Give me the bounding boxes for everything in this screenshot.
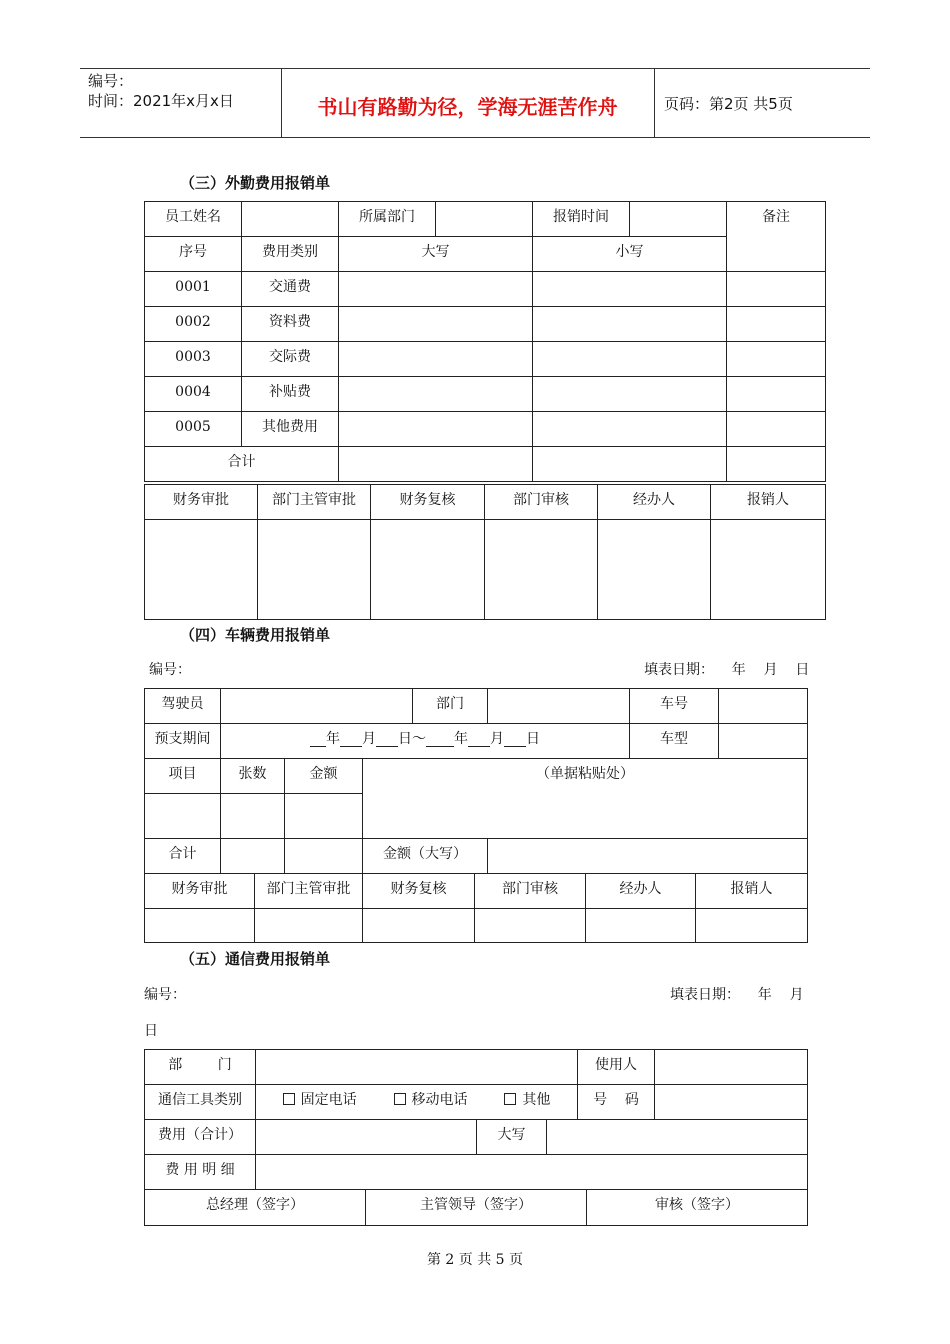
type-cell: 其他费用 — [242, 412, 339, 447]
vehicle-total-label: 合计 — [145, 839, 221, 874]
item-field[interactable] — [145, 794, 221, 839]
total-upper-field[interactable] — [339, 447, 533, 482]
phone-number-label: 号 码 — [578, 1085, 655, 1120]
lower-amount-field[interactable] — [533, 412, 727, 447]
amount-header: 金额 — [285, 759, 363, 794]
approval-label: 报销人 — [711, 485, 826, 520]
lower-amount-field[interactable] — [533, 342, 727, 377]
period-year: 年 — [326, 731, 340, 747]
phone-number-field[interactable] — [655, 1085, 808, 1120]
fee-total-field[interactable] — [256, 1120, 477, 1155]
checkbox-icon[interactable] — [394, 1093, 406, 1105]
amount-field[interactable] — [285, 794, 363, 839]
upper-amount-field[interactable] — [339, 377, 533, 412]
gm-sign-field[interactable]: 总经理（签字） — [145, 1190, 366, 1226]
seq-cell: 0003 — [145, 342, 242, 377]
signature-field[interactable] — [586, 909, 696, 943]
count-field[interactable] — [221, 794, 285, 839]
type-cell: 补贴费 — [242, 377, 339, 412]
signature-field[interactable] — [598, 520, 711, 620]
reimburse-time-field[interactable] — [630, 202, 727, 237]
total-count-field[interactable] — [221, 839, 285, 874]
car-type-label: 车型 — [630, 724, 719, 759]
comm-dept-field[interactable] — [256, 1050, 578, 1085]
approval-label: 经办人 — [586, 874, 696, 909]
department-field[interactable] — [436, 202, 533, 237]
receipt-paste-area: （单据粘贴处） — [363, 759, 808, 839]
review-sign-field[interactable]: 审核（签字） — [587, 1190, 808, 1226]
fee-total-label: 费用（合计） — [145, 1120, 256, 1155]
table-row — [145, 307, 826, 342]
signature-field[interactable] — [485, 520, 598, 620]
communication-sign-table — [144, 1189, 808, 1226]
employee-name-field[interactable] — [242, 202, 339, 237]
seq-cell: 0004 — [145, 377, 242, 412]
signature-field[interactable] — [255, 909, 363, 943]
period-label: 预支期间 — [145, 724, 221, 759]
header-time: 时间：2021年x月x日 — [88, 92, 234, 110]
comm-dept-label: 部 门 — [145, 1050, 256, 1085]
header-motto: 书山有路勤为径，学海无涯苦作舟 — [317, 95, 618, 119]
supervisor-sign-field[interactable]: 主管领导（签字） — [366, 1190, 587, 1226]
comm-number-label: 编号： — [144, 987, 186, 1003]
approval-label: 部门审核 — [475, 874, 586, 909]
period-day-to: 日～ — [398, 731, 426, 747]
fee-upper-label: 大写 — [477, 1120, 547, 1155]
driver-field[interactable] — [221, 689, 413, 724]
remark-field[interactable] — [727, 377, 826, 412]
approval-label: 报销人 — [696, 874, 808, 909]
seq-cell: 0001 — [145, 272, 242, 307]
upper-amount-field[interactable] — [339, 307, 533, 342]
approval-label: 经办人 — [598, 485, 711, 520]
tool-type-options — [256, 1085, 578, 1120]
table-row — [145, 412, 826, 447]
signature-field[interactable] — [145, 909, 255, 943]
vehicle-expense-form — [144, 688, 808, 874]
user-field[interactable] — [655, 1050, 808, 1085]
car-number-label: 车号 — [630, 689, 719, 724]
period-month: 月 — [362, 731, 376, 747]
reimburse-time-label: 报销时间 — [533, 202, 630, 237]
period-year2: 年 — [454, 731, 468, 747]
option-landline[interactable]: 固定电话 — [283, 1092, 357, 1108]
option-other[interactable]: 其他 — [504, 1092, 550, 1108]
fee-detail-label: 费 用 明 细 — [145, 1155, 256, 1190]
signature-field[interactable] — [258, 520, 371, 620]
period-day2: 日 — [526, 731, 540, 747]
department-label: 所属部门 — [339, 202, 436, 237]
approval-label: 部门主管审批 — [255, 874, 363, 909]
checkbox-icon[interactable] — [283, 1093, 295, 1105]
lower-header: 小写 — [533, 237, 727, 272]
approval-label: 财务审批 — [145, 485, 258, 520]
checkbox-icon[interactable] — [504, 1093, 516, 1105]
approval-label: 财务复核 — [371, 485, 485, 520]
tool-type-label: 通信工具类别 — [145, 1085, 256, 1120]
signature-field[interactable] — [371, 520, 485, 620]
vehicle-date-label: 填表日期： 年 月 日 — [644, 662, 810, 678]
field-expense-form — [144, 201, 826, 482]
total-label: 合计 — [145, 447, 339, 482]
seq-cell: 0002 — [145, 307, 242, 342]
upper-amount-field[interactable] — [339, 272, 533, 307]
upper-header: 大写 — [339, 237, 533, 272]
remark-field[interactable] — [727, 412, 826, 447]
amount-upper-field[interactable] — [488, 839, 808, 874]
page-header — [80, 68, 870, 138]
header-meta — [88, 71, 278, 111]
seq-header: 序号 — [145, 237, 242, 272]
option-mobile[interactable]: 移动电话 — [394, 1092, 468, 1108]
table-row — [145, 377, 826, 412]
total-amount-field[interactable] — [285, 839, 363, 874]
approval-label: 部门主管审批 — [258, 485, 371, 520]
upper-amount-field[interactable] — [339, 342, 533, 377]
vehicle-dept-label: 部门 — [413, 689, 488, 724]
type-cell: 交际费 — [242, 342, 339, 377]
vehicle-approval-table — [144, 873, 808, 943]
remark-field[interactable] — [727, 272, 826, 307]
remark-field[interactable] — [727, 342, 826, 377]
amount-upper-label: 金额（大写） — [363, 839, 488, 874]
count-header: 张数 — [221, 759, 285, 794]
period-month2: 月 — [490, 731, 504, 747]
page-footer: 第 2 页 共 5 页 — [426, 1252, 524, 1268]
blank-line — [468, 732, 490, 747]
lower-amount-field[interactable] — [533, 307, 727, 342]
employee-name-label: 员工姓名 — [145, 202, 242, 237]
lower-amount-field[interactable] — [533, 272, 727, 307]
seq-cell: 0005 — [145, 412, 242, 447]
item-header: 项目 — [145, 759, 221, 794]
car-type-field[interactable] — [719, 724, 808, 759]
approval-label: 部门审核 — [485, 485, 598, 520]
type-cell: 交通费 — [242, 272, 339, 307]
user-label: 使用人 — [578, 1050, 655, 1085]
header-page-number: 页码：第2页 共5页 — [664, 95, 793, 113]
section4-title: （四）车辆费用报销单 — [180, 626, 331, 644]
signature-field[interactable] — [711, 520, 826, 620]
upper-amount-field[interactable] — [339, 412, 533, 447]
vehicle-dept-field[interactable] — [488, 689, 630, 724]
table-row — [145, 272, 826, 307]
section5-title: （五）通信费用报销单 — [180, 950, 331, 968]
period-field[interactable] — [221, 724, 630, 759]
comm-date-day: 日 — [144, 1023, 158, 1039]
fee-upper-field[interactable] — [547, 1120, 808, 1155]
signature-field[interactable] — [475, 909, 586, 943]
fee-detail-field[interactable] — [256, 1155, 808, 1190]
type-cell: 资料费 — [242, 307, 339, 342]
type-header: 费用类别 — [242, 237, 339, 272]
car-number-field[interactable] — [719, 689, 808, 724]
signature-field[interactable] — [696, 909, 808, 943]
blank-line — [310, 732, 326, 747]
total-remark-field[interactable] — [727, 447, 826, 482]
header-divider — [654, 69, 655, 137]
vehicle-number-label: 编号： — [149, 662, 191, 678]
communication-expense-form — [144, 1049, 808, 1190]
blank-line — [426, 732, 454, 747]
section3-title: （三）外勤费用报销单 — [180, 174, 331, 192]
lower-amount-field[interactable] — [533, 377, 727, 412]
remark-label: 备注 — [727, 202, 826, 272]
blank-line — [376, 732, 398, 747]
signature-field[interactable] — [145, 520, 258, 620]
blank-line — [504, 732, 526, 747]
driver-label: 驾驶员 — [145, 689, 221, 724]
signature-field[interactable] — [363, 909, 475, 943]
approval-label: 财务复核 — [363, 874, 475, 909]
field-approval-table — [144, 484, 826, 620]
approval-label: 财务审批 — [145, 874, 255, 909]
remark-field[interactable] — [727, 307, 826, 342]
header-number: 编号： — [88, 72, 134, 90]
blank-line — [340, 732, 362, 747]
table-row — [145, 342, 826, 377]
total-lower-field[interactable] — [533, 447, 727, 482]
comm-date-label: 填表日期： 年 月 — [670, 987, 804, 1003]
